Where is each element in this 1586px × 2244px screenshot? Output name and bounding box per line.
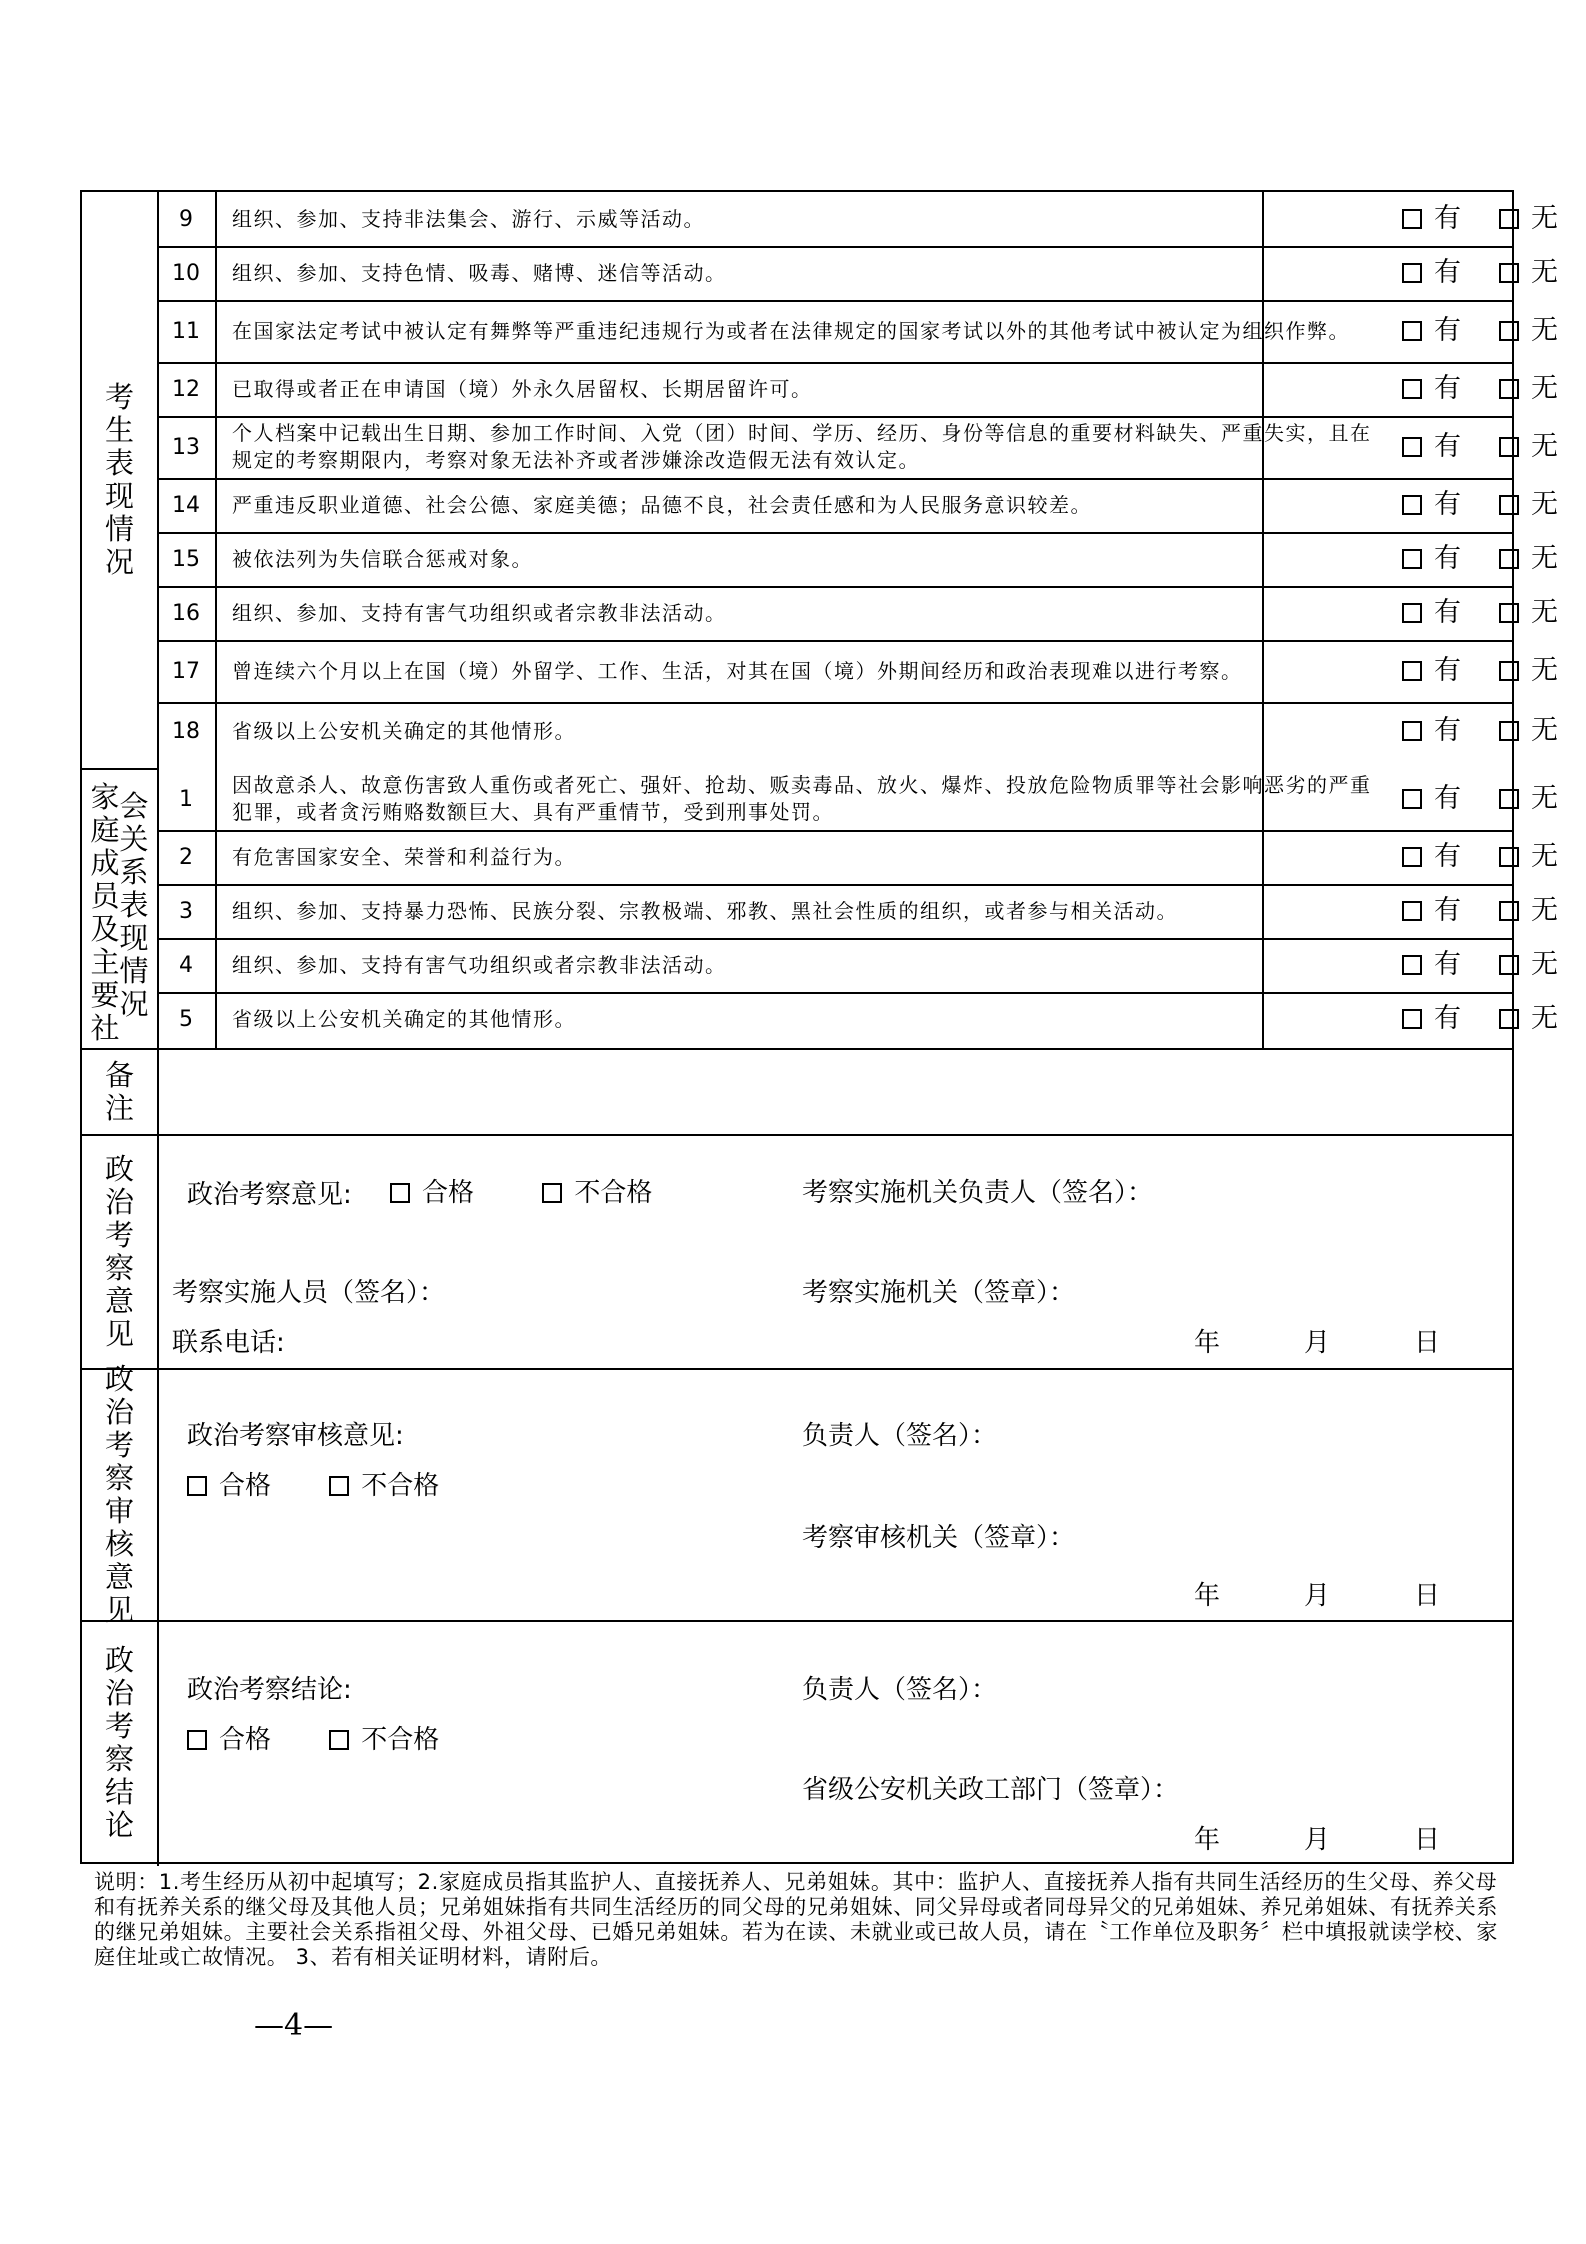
yes-label: 有 [1434, 489, 1461, 520]
item-number: 15 [172, 546, 200, 572]
item-text: 被依法列为失信联合惩戒对象。 [232, 546, 533, 571]
remarks-field[interactable] [159, 1050, 1514, 1134]
review-top [82, 1368, 1514, 1370]
yes-option[interactable] [1402, 204, 1461, 234]
no-checkbox[interactable] [1499, 847, 1519, 867]
yes-checkbox[interactable] [1402, 901, 1422, 921]
item-options [1402, 938, 1586, 992]
review-label: 政治考察审核意见: [187, 1421, 404, 1451]
opinion-top [82, 1134, 1514, 1136]
item-number: 9 [179, 206, 193, 232]
item-text: 曾连续六个月以上在国（境）外留学、工作、生活，对其在国（境）外期间经历和政治表现难以进行考察。 [232, 658, 1243, 683]
item-text: 省级以上公安机关确定的其他情形。 [232, 718, 576, 743]
opinion-phone[interactable]: 联系电话: [172, 1328, 285, 1358]
opinion-label-row [187, 1177, 652, 1211]
item-number: 18 [172, 718, 200, 744]
section-label-conclusion: 政 治 考 察 结 论 [104, 1643, 134, 1842]
opinion-day: 日 [1414, 1328, 1441, 1358]
no-checkbox[interactable] [1499, 263, 1519, 283]
yes-checkbox[interactable] [1402, 209, 1422, 229]
no-checkbox[interactable] [1499, 789, 1519, 809]
item-options [1402, 768, 1586, 830]
no-label: 无 [1531, 489, 1558, 520]
yes-label: 有 [1434, 597, 1461, 628]
conclusion-year: 年 [1194, 1825, 1221, 1855]
item-number: 14 [172, 492, 200, 518]
no-label: 无 [1531, 597, 1558, 628]
item-text: 组织、参加、支持有害气功组织或者宗教非法活动。 [232, 952, 727, 977]
no-option[interactable] [1499, 896, 1558, 926]
conclusion-label: 政治考察结论: [187, 1675, 352, 1705]
yes-option[interactable] [1402, 842, 1461, 872]
item-number: 10 [172, 260, 200, 286]
no-label: 无 [1531, 257, 1558, 288]
no-option[interactable] [1499, 204, 1558, 234]
no-option[interactable] [1499, 1004, 1558, 1034]
item-text: 因故意杀人、故意伤害致人重伤或者死亡、强奸、抢劫、贩卖毒品、放火、爆炸、投放危险物质罪等社会影响恶劣的严重犯罪，或者贪污贿赂数额巨大、具有严重情节，受到刑事处罚。 [232, 773, 1372, 824]
item-options [1402, 830, 1586, 884]
item-options [1402, 362, 1586, 416]
review-leader-signature[interactable]: 负责人（签名）： [802, 1421, 998, 1451]
yes-checkbox[interactable] [1402, 721, 1422, 741]
yes-checkbox[interactable] [1402, 321, 1422, 341]
yes-label: 有 [1434, 715, 1461, 746]
no-label: 无 [1531, 715, 1558, 746]
conclusion-org-seal[interactable]: 省级公安机关政工部门（签章）： [802, 1775, 1180, 1805]
item-number: 16 [172, 600, 200, 626]
yes-label: 有 [1434, 949, 1461, 980]
no-option[interactable] [1499, 950, 1558, 980]
opinion-staff-signature[interactable]: 考察实施人员（签名）： [172, 1278, 446, 1308]
conclusion-leader-signature[interactable]: 负责人（签名）： [802, 1675, 998, 1705]
item-text: 省级以上公安机关确定的其他情形。 [232, 1006, 576, 1031]
yes-checkbox[interactable] [1402, 379, 1422, 399]
no-checkbox[interactable] [1499, 379, 1519, 399]
yes-checkbox[interactable] [1402, 603, 1422, 623]
no-option[interactable] [1499, 842, 1558, 872]
no-option[interactable] [1499, 716, 1558, 746]
no-option[interactable] [1499, 490, 1558, 520]
yes-label: 有 [1434, 895, 1461, 926]
yes-option[interactable] [1402, 374, 1461, 404]
yes-checkbox[interactable] [1402, 437, 1422, 457]
yes-label: 有 [1434, 1003, 1461, 1034]
candidate-item-row [157, 246, 1558, 300]
no-label: 无 [1531, 431, 1558, 462]
review-fail-checkbox[interactable] [329, 1476, 349, 1496]
item-text: 已取得或者正在申请国（境）外永久居留权、长期居留许可。 [232, 376, 813, 401]
yes-option[interactable] [1402, 1004, 1461, 1034]
no-checkbox[interactable] [1499, 1009, 1519, 1029]
section-label-remarks: 备 注 [104, 1058, 134, 1125]
item-options [1402, 532, 1586, 586]
no-label: 无 [1531, 373, 1558, 404]
no-label: 无 [1531, 1003, 1558, 1034]
yes-label: 有 [1434, 257, 1461, 288]
no-checkbox[interactable] [1499, 495, 1519, 515]
item-text: 组织、参加、支持色情、吸毒、赌博、迷信等活动。 [232, 260, 727, 285]
item-number: 2 [179, 844, 193, 870]
no-option[interactable] [1499, 784, 1558, 814]
item-options [1402, 992, 1586, 1046]
no-checkbox[interactable] [1499, 661, 1519, 681]
family-item-row [157, 768, 1558, 830]
no-option[interactable] [1499, 598, 1558, 628]
conclusion-month: 月 [1304, 1825, 1331, 1855]
conclusion-day: 日 [1414, 1825, 1441, 1855]
item-number: 11 [172, 318, 200, 344]
no-option[interactable] [1499, 316, 1558, 346]
review-day: 日 [1414, 1581, 1441, 1611]
opinion-org-seal[interactable]: 考察实施机关（签章）： [802, 1278, 1076, 1308]
yes-option[interactable] [1402, 784, 1461, 814]
explanation-note: 说明：1.考生经历从初中起填写；2.家庭成员指其监护人、直接抚养人、兄弟姐妹。其中：监护人、直接抚养人指有共同生活经历的生父母、养父母和有抚养关系的继父母及其他人员；兄弟姐妹指有共同生活经历的同父母的兄弟姐妹、同父异母或者同母异父的兄弟姐妹、养兄弟姐妹、有抚养关系的继兄弟姐妹。主要社会关系指祖父母、外祖父母、已婚兄弟姐妹。若为在读、未就业或已故人员，请在〝工作单位及职务〞栏中填报就读学校、家庭住址或亡故情况。 3、若有相关证明材料，请附后。 [94, 1870, 1498, 1969]
yes-label: 有 [1434, 203, 1461, 234]
section-label-review: 政 治 考 察 审 核 意 见 [104, 1362, 134, 1627]
review-month: 月 [1304, 1581, 1331, 1611]
no-option[interactable] [1499, 432, 1558, 462]
yes-checkbox[interactable] [1402, 549, 1422, 569]
no-label: 无 [1531, 949, 1558, 980]
conclusion-pass-checkbox[interactable] [187, 1730, 207, 1750]
item-options [1402, 192, 1586, 246]
no-label: 无 [1531, 655, 1558, 686]
candidate-item-row [157, 362, 1558, 416]
item-text: 组织、参加、支持暴力恐怖、民族分裂、宗教极端、邪教、黑社会性质的组织，或者参与相关活动。 [232, 898, 1178, 923]
item-number: 1 [179, 786, 193, 812]
family-item-row [157, 992, 1558, 1046]
section-label-family: 家 庭 成 员 及 主 要 社 会 关 系 表 现 情 况 [90, 780, 149, 1045]
yes-label: 有 [1434, 655, 1461, 686]
item-text: 组织、参加、支持非法集会、游行、示威等活动。 [232, 206, 705, 231]
yes-label: 有 [1434, 373, 1461, 404]
opinion-month: 月 [1304, 1328, 1331, 1358]
no-label: 无 [1531, 895, 1558, 926]
yes-option[interactable] [1402, 258, 1461, 288]
item-options [1402, 702, 1586, 760]
no-label: 无 [1531, 543, 1558, 574]
yes-checkbox[interactable] [1402, 661, 1422, 681]
yes-checkbox[interactable] [1402, 789, 1422, 809]
yes-option[interactable] [1402, 316, 1461, 346]
examination-form-table [80, 190, 1558, 1864]
no-checkbox[interactable] [1499, 901, 1519, 921]
no-label: 无 [1531, 783, 1558, 814]
item-options [1402, 884, 1586, 938]
item-options [1402, 416, 1586, 478]
no-label: 无 [1531, 315, 1558, 346]
item-number: 13 [172, 434, 200, 460]
item-number: 12 [172, 376, 200, 402]
item-text: 个人档案中记载出生日期、参加工作时间、入党（团）时间、学历、经历、身份等信息的重要材料缺失、严重失实，且在规定的考察期限内，考察对象无法补齐或者涉嫌涂改造假无法有效认定。 [232, 421, 1372, 472]
item-options [1402, 586, 1586, 640]
no-option[interactable] [1499, 258, 1558, 288]
item-number: 3 [179, 898, 193, 924]
yes-label: 有 [1434, 315, 1461, 346]
yes-checkbox[interactable] [1402, 1009, 1422, 1029]
yes-option[interactable] [1402, 598, 1461, 628]
conclusion-pass-label: 合格 [219, 1725, 272, 1755]
item-text: 有危害国家安全、荣誉和利益行为。 [232, 844, 576, 869]
opinion-label: 政治考察意见: [187, 1180, 352, 1210]
yes-option[interactable] [1402, 656, 1461, 686]
no-checkbox[interactable] [1499, 955, 1519, 975]
section-label-candidate: 考 生 表 现 情 况 [104, 380, 134, 579]
candidate-item-row [157, 192, 1558, 246]
yes-option[interactable] [1402, 544, 1461, 574]
page-number: —4— [254, 2008, 334, 2043]
item-text: 组织、参加、支持有害气功组织或者宗教非法活动。 [232, 600, 727, 625]
item-text: 在国家法定考试中被认定有舞弊等严重违纪违规行为或者在法律规定的国家考试以外的其他考试中被认定为组织作弊。 [232, 318, 1350, 343]
conclusion-top [82, 1620, 1514, 1622]
item-number: 4 [179, 952, 193, 978]
no-checkbox[interactable] [1499, 437, 1519, 457]
item-text: 严重违反职业道德、社会公德、家庭美德；品德不良，社会责任感和为人民服务意识较差。 [232, 492, 1092, 517]
family-item-row [157, 884, 1558, 938]
conclusion-fail-checkbox[interactable] [329, 1730, 349, 1750]
review-pass-label: 合格 [219, 1471, 272, 1501]
no-checkbox[interactable] [1499, 603, 1519, 623]
candidate-item-row [157, 640, 1558, 702]
no-checkbox[interactable] [1499, 549, 1519, 569]
opinion-year: 年 [1194, 1328, 1221, 1358]
item-options [1402, 478, 1586, 532]
item-options [1402, 246, 1586, 300]
candidate-item-row [157, 300, 1558, 362]
opinion-pass-checkbox[interactable] [390, 1183, 410, 1203]
opinion-leader-signature[interactable]: 考察实施机关负责人（签名）： [802, 1178, 1154, 1208]
yes-option[interactable] [1402, 716, 1461, 746]
item-options [1402, 640, 1586, 702]
review-org-seal[interactable]: 考察审核机关（签章）： [802, 1523, 1076, 1553]
no-option[interactable] [1499, 374, 1558, 404]
review-fail-label: 不合格 [361, 1471, 440, 1501]
no-checkbox[interactable] [1499, 721, 1519, 741]
yes-checkbox[interactable] [1402, 495, 1422, 515]
yes-label: 有 [1434, 841, 1461, 872]
yes-label: 有 [1434, 431, 1461, 462]
review-pass-checkbox[interactable] [187, 1476, 207, 1496]
candidate-item-row [157, 416, 1558, 478]
yes-checkbox[interactable] [1402, 955, 1422, 975]
item-number: 17 [172, 658, 200, 684]
no-label: 无 [1531, 203, 1558, 234]
opinion-fail-checkbox[interactable] [542, 1183, 562, 1203]
item-number: 5 [179, 1006, 193, 1032]
review-year: 年 [1194, 1581, 1221, 1611]
yes-checkbox[interactable] [1402, 263, 1422, 283]
yes-label: 有 [1434, 783, 1461, 814]
no-option[interactable] [1499, 656, 1558, 686]
no-option[interactable] [1499, 544, 1558, 574]
review-options [187, 1470, 439, 1504]
family-item-row [157, 830, 1558, 884]
candidate-item-row [157, 532, 1558, 586]
conclusion-options [187, 1724, 439, 1758]
opinion-fail-label: 不合格 [574, 1178, 653, 1208]
candidate-item-row [157, 586, 1558, 640]
section-label-opinion: 政 治 考 察 意 见 [104, 1152, 134, 1351]
yes-checkbox[interactable] [1402, 847, 1422, 867]
candidate-item-row [157, 702, 1558, 760]
no-label: 无 [1531, 841, 1558, 872]
no-checkbox[interactable] [1499, 321, 1519, 341]
family-item-row [157, 938, 1558, 992]
yes-option[interactable] [1402, 896, 1461, 926]
yes-option[interactable] [1402, 950, 1461, 980]
yes-label: 有 [1434, 543, 1461, 574]
yes-option[interactable] [1402, 490, 1461, 520]
opinion-pass-label: 合格 [422, 1178, 475, 1208]
conclusion-fail-label: 不合格 [361, 1725, 440, 1755]
no-checkbox[interactable] [1499, 209, 1519, 229]
candidate-item-row [157, 478, 1558, 532]
yes-option[interactable] [1402, 432, 1461, 462]
item-options [1402, 300, 1586, 362]
